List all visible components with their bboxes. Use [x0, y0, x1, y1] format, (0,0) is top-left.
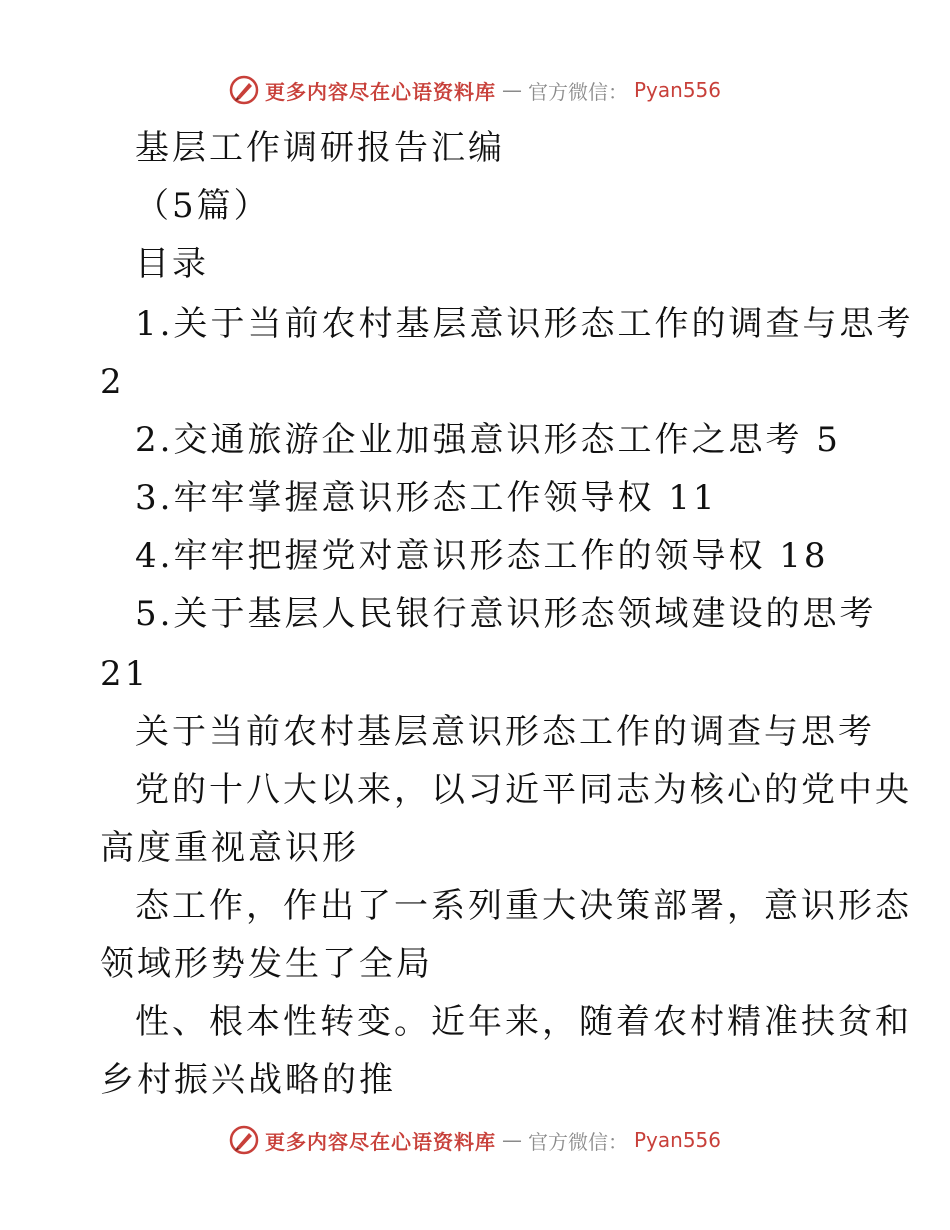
watermark-handle: Pyan556 — [633, 1128, 721, 1152]
watermark-handle: Pyan556 — [633, 78, 721, 102]
article-title: 关于当前农村基层意识形态工作的调查与思考 — [135, 712, 875, 752]
pen-logo-icon — [229, 1125, 259, 1155]
watermark-suffix: 官方微信： — [527, 79, 628, 104]
toc-item-5: 5.关于基层人民银行意识形态领域建设的思考 — [135, 594, 877, 634]
toc-heading: 目录 — [135, 244, 209, 284]
paragraph-2-line-2: 领域形势发生了全局 — [100, 944, 433, 984]
toc-item-1-page: 2 — [100, 362, 125, 402]
document-subtitle: （5篇） — [135, 186, 271, 226]
paragraph-2-line-1: 态工作，作出了一系列重大决策部署，意识形态 — [135, 886, 912, 926]
paragraph-1-line-2: 高度重视意识形 — [100, 828, 359, 868]
watermark-prefix: 更多内容尽在心语资料库 — [264, 1129, 496, 1154]
paragraph-1-line-1: 党的十八大以来，以习近平同志为核心的党中央 — [135, 770, 912, 810]
toc-item-2: 2.交通旅游企业加强意识形态工作之思考 5 — [135, 420, 841, 460]
toc-item-4: 4.牢牢把握党对意识形态工作的领导权 18 — [135, 536, 829, 576]
toc-item-5-page: 21 — [100, 654, 150, 694]
document-title: 基层工作调研报告汇编 — [135, 128, 505, 168]
pen-logo-icon — [229, 75, 259, 105]
toc-item-1: 1.关于当前农村基层意识形态工作的调查与思考 — [135, 304, 914, 344]
watermark-prefix: 更多内容尽在心语资料库 — [264, 79, 496, 104]
watermark-dash: — — [501, 78, 522, 102]
paragraph-3-line-2: 乡村振兴战略的推 — [100, 1060, 396, 1100]
watermark-header — [0, 70, 950, 110]
watermark-dash: — — [501, 1128, 522, 1152]
toc-item-3: 3.牢牢掌握意识形态工作领导权 11 — [135, 478, 718, 518]
paragraph-3-line-1: 性、根本性转变。近年来，随着农村精准扶贫和 — [135, 1002, 912, 1042]
watermark-suffix: 官方微信： — [527, 1129, 628, 1154]
watermark-footer — [0, 1120, 950, 1160]
